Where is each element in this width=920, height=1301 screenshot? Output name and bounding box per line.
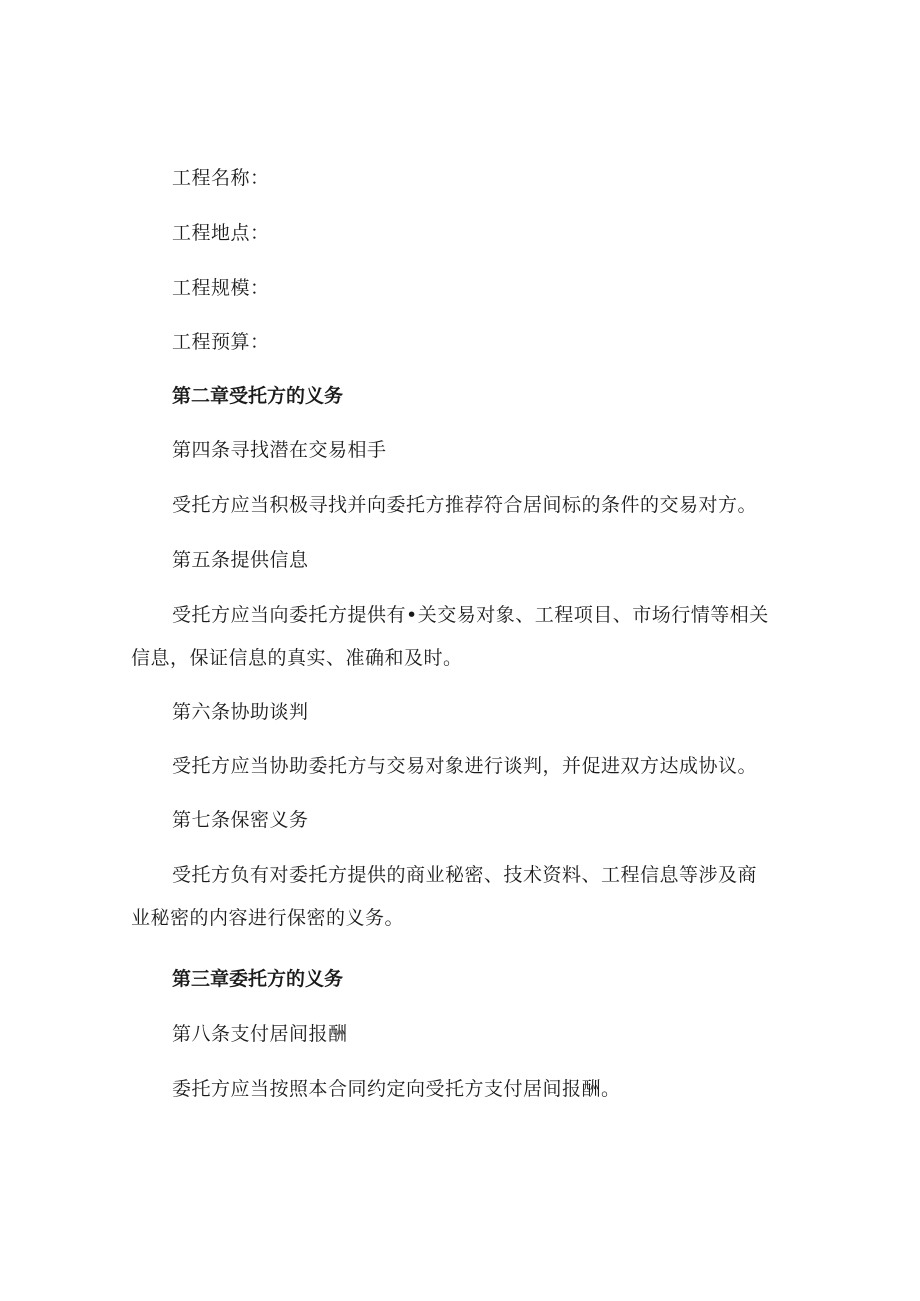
article7-body-line2: 业秘密的内容进行保密的义务。	[131, 907, 405, 929]
field-project-name: 工程名称：	[172, 167, 270, 189]
article5-body-line2: 信息，保证信息的真实、准确和及时。	[131, 647, 463, 669]
field-project-location: 工程地点：	[172, 222, 270, 244]
article7-body-line1: 受托方负有对委托方提供的商业秘密、技术资料、工程信息等涉及商	[172, 864, 758, 886]
article5-title: 第五条提供信息	[172, 549, 309, 571]
article6-title: 第六条协助谈判	[172, 701, 309, 723]
article8-body: 委托方应当按照本合同约定向受托方支付居间报酬。	[172, 1078, 621, 1100]
article6-body: 受托方应当协助委托方与交易对象进行谈判，并促进双方达成协议。	[172, 755, 758, 777]
chapter2-title: 第二章受托方的义务	[172, 385, 344, 407]
article8-title: 第八条支付居间报酬	[172, 1023, 348, 1045]
article4-title: 第四条寻找潜在交易相手	[172, 439, 387, 461]
field-project-scale: 工程规模：	[172, 277, 270, 299]
article4-body: 受托方应当积极寻找并向委托方推荐符合居间标的条件的交易对方。	[172, 494, 758, 516]
field-project-budget: 工程预算：	[172, 331, 270, 353]
article5-body-line1: 受托方应当向委托方提供有•关交易对象、工程项目、市场行情等相关	[172, 604, 769, 626]
chapter3-title: 第三章委托方的义务	[172, 968, 344, 990]
article7-title: 第七条保密义务	[172, 809, 309, 831]
